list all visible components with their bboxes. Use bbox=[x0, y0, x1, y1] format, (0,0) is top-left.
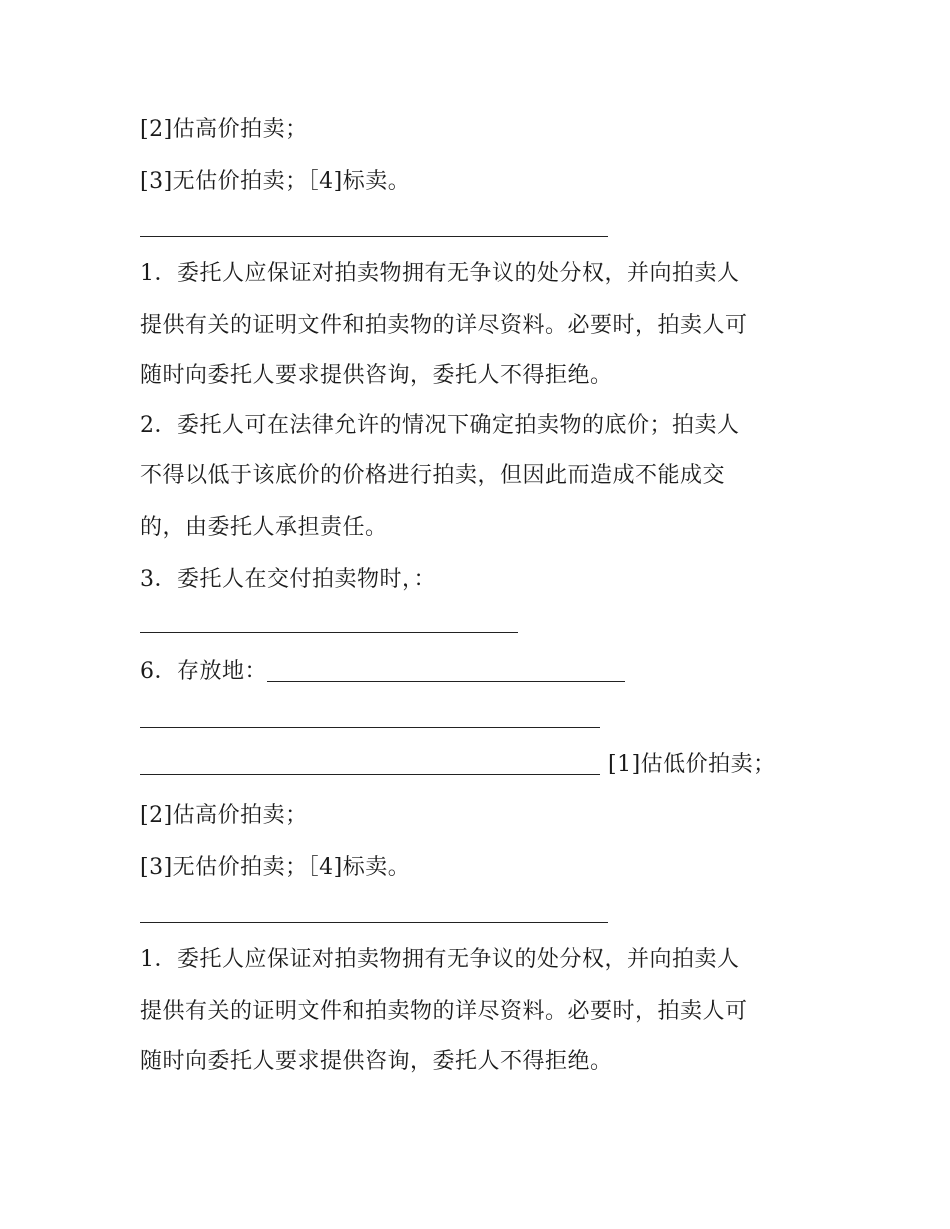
blank-rule-line bbox=[140, 212, 608, 242]
text-line: [3]无估价拍卖；［4]标卖。 bbox=[140, 855, 411, 880]
text-line: [2]估高价拍卖； bbox=[140, 117, 308, 142]
text-line: 提供有关的证明文件和拍卖物的详尽资料。必要时，拍卖人可 bbox=[140, 999, 748, 1024]
estimate-low-label: [1]估低价拍卖； bbox=[608, 752, 776, 777]
blank-rule-line bbox=[140, 703, 600, 733]
text-line: 2．委托人可在法律允许的情况下确定拍卖物的底价；拍卖人 bbox=[140, 413, 740, 438]
text-line: [3]无估价拍卖；［4]标卖。 bbox=[140, 169, 411, 194]
text-line: [2]估高价拍卖； bbox=[140, 803, 308, 828]
text-line: 提供有关的证明文件和拍卖物的详尽资料。必要时，拍卖人可 bbox=[140, 313, 748, 338]
blank-rule-line bbox=[140, 608, 518, 638]
text-line: 1．委托人应保证对拍卖物拥有无争议的处分权，并向拍卖人 bbox=[140, 947, 740, 972]
text-line: 1．委托人应保证对拍卖物拥有无争议的处分权，并向拍卖人 bbox=[140, 261, 740, 286]
storage-location-label: 6．存放地： bbox=[140, 659, 267, 684]
blank-rule-line bbox=[140, 898, 608, 928]
text-line: 不得以低于该底价的价格进行拍卖，但因此而造成不能成交 bbox=[140, 463, 726, 488]
estimate-low-line bbox=[140, 750, 776, 780]
storage-location-line bbox=[140, 657, 625, 687]
text-line: 3．委托人在交付拍卖物时，： bbox=[140, 567, 436, 592]
text-line: 的，由委托人承担责任。 bbox=[140, 515, 388, 540]
text-line: 随时向委托人要求提供咨询，委托人不得拒绝。 bbox=[140, 363, 613, 388]
text-line: 随时向委托人要求提供咨询，委托人不得拒绝。 bbox=[140, 1049, 613, 1074]
